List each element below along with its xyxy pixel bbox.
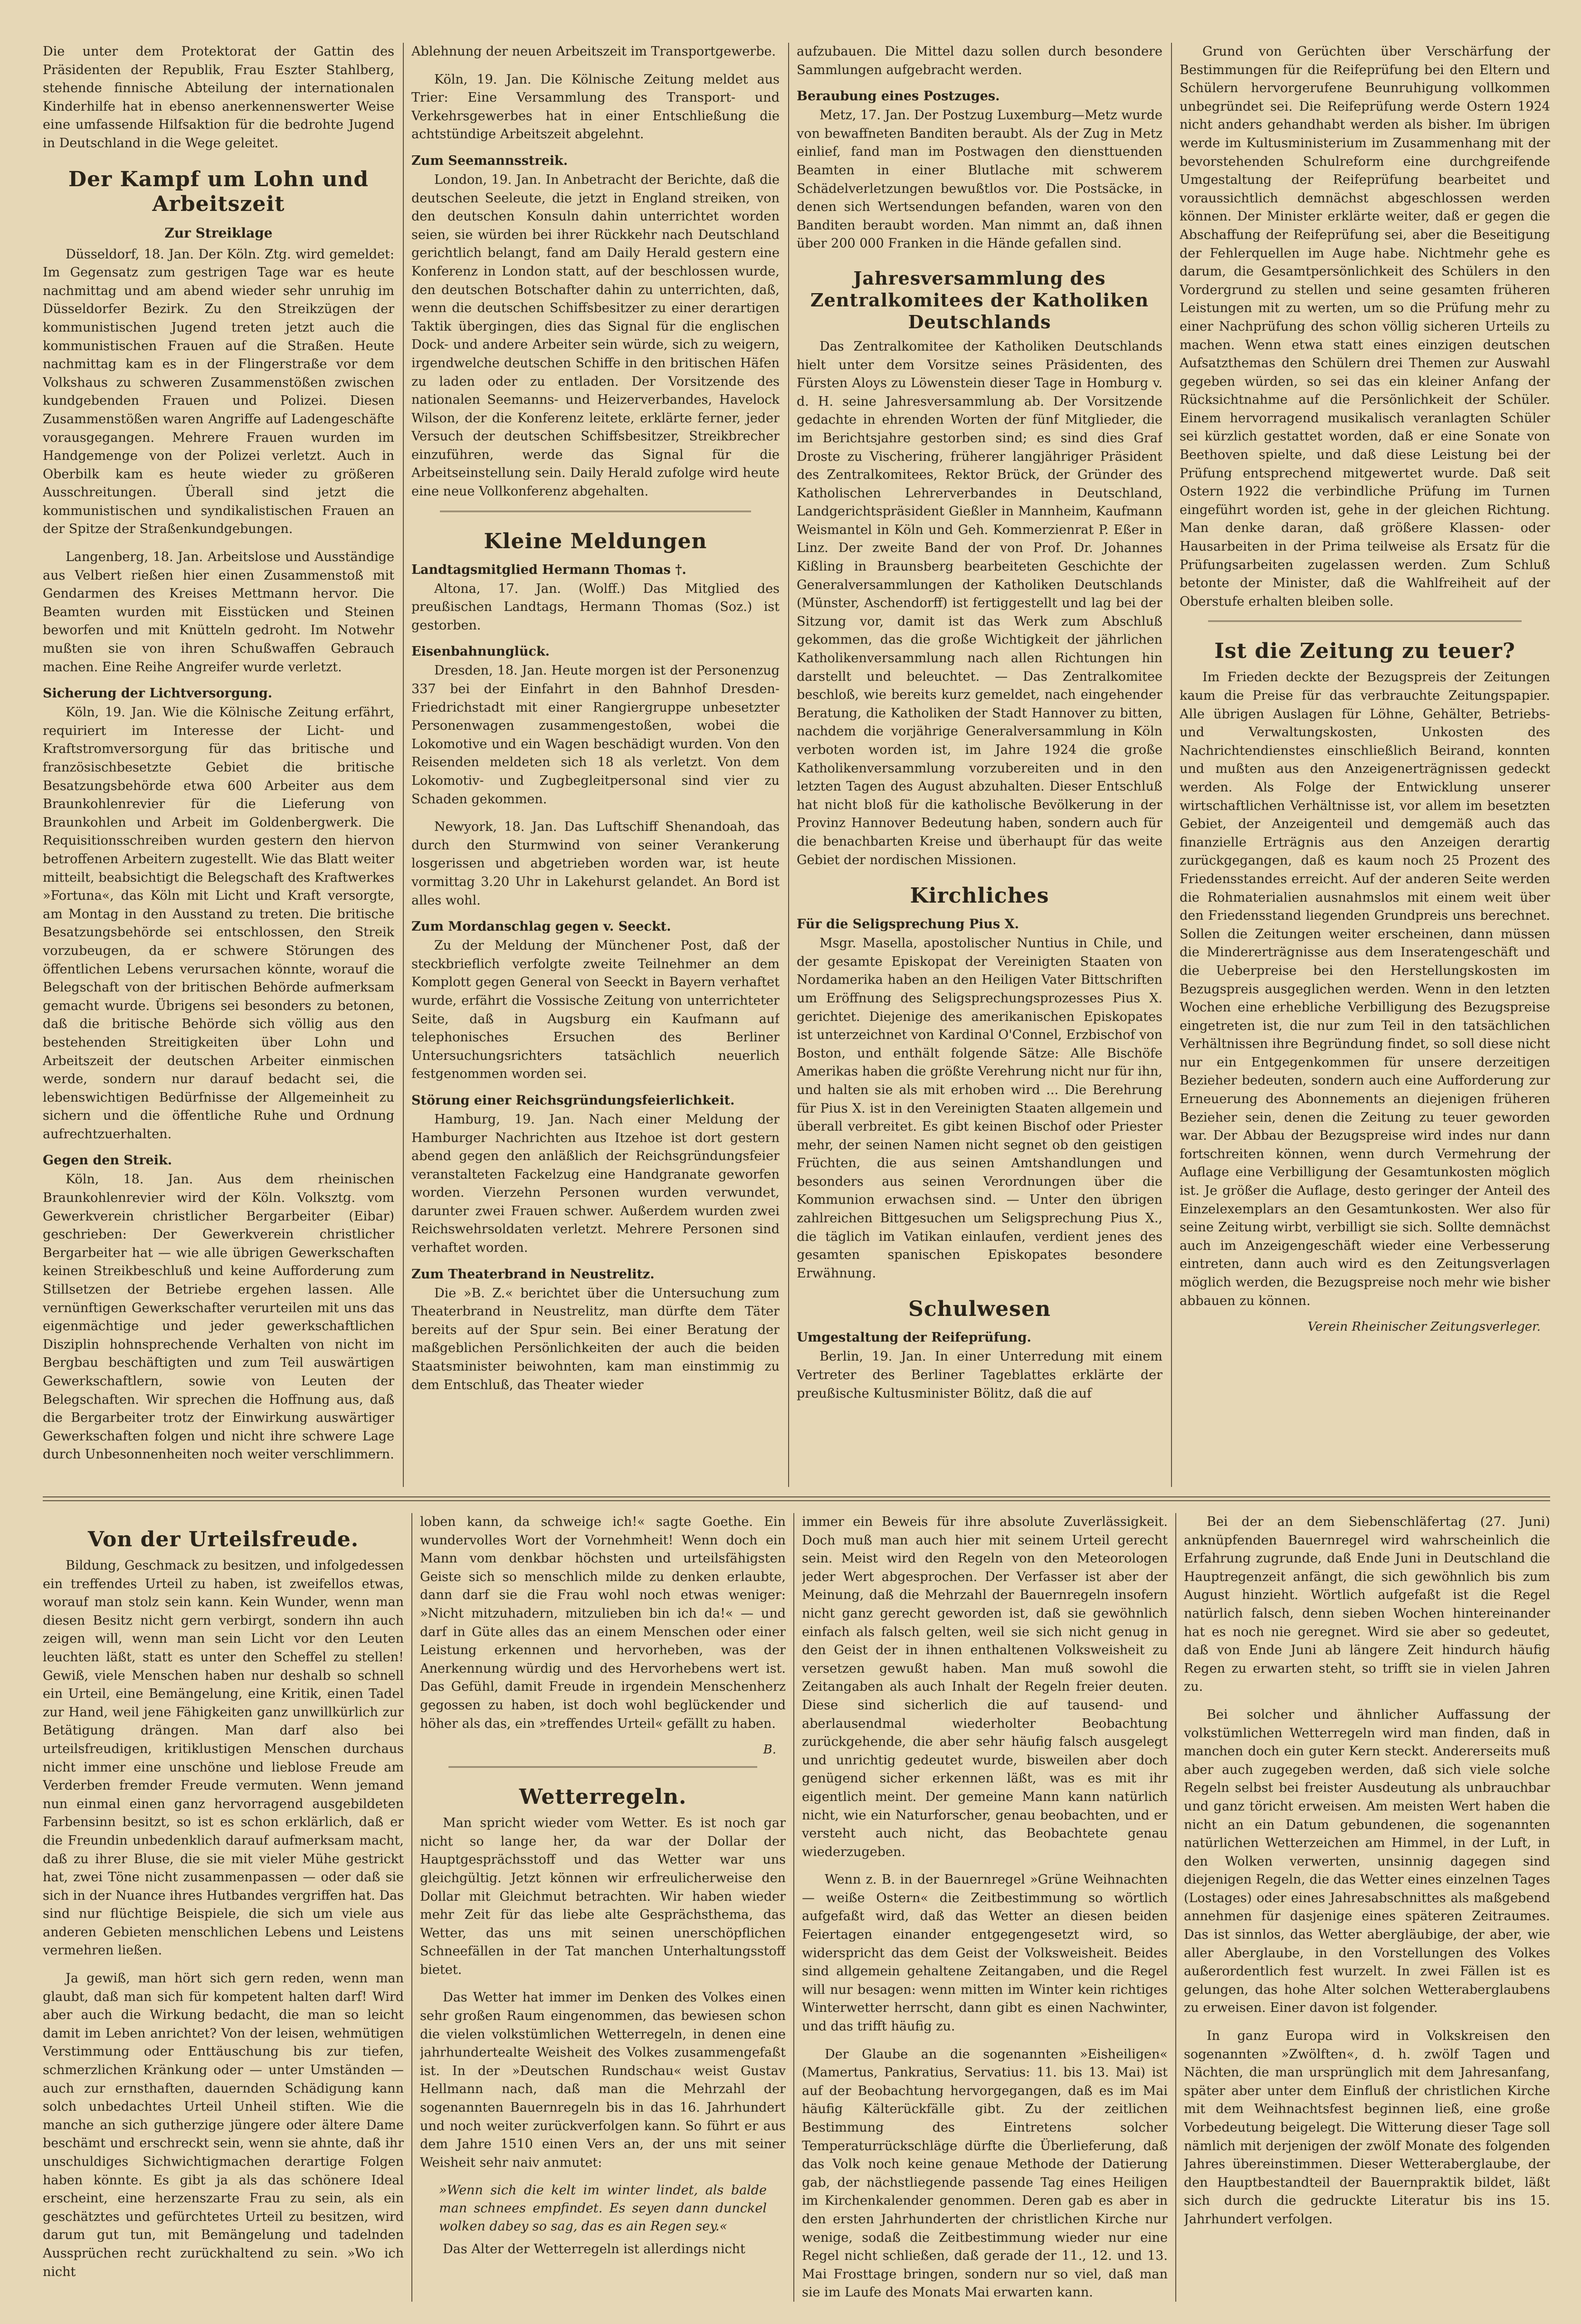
top-column-1 [43,43,394,1487]
column-rule [403,43,404,1487]
paragraph: Köln, 18. Jan. Aus dem rheinischen Braunkohlenrevier wird der Köln. Volksztg. vom Gewerkverein christlicher Bergarbeiter (Eibar) geschrieben: Der Gewerkverein christlicher Bergarbeiter hat — wie alle übrigen Gewerkschaften keinen Streikbeschluß und keine Aufforderung zum Stillsetzen der Betriebe ergehen lassen. Alle vernünftigen Gewerkschafter verurteilen mit uns das eigenmächtige und jeder gewerkschaftlichen Disziplin hohnsprechende Verhalten von nicht im Bergbau beschäftigten und zum Teil auswärtigen Gewerkschaftlern, sowie von Leuten der Belegschaften. Wir sprechen die Hoffnung aus, daß die Bergarbeiter trotz der Einwirkung auswärtiger Gewerkschaften folgen und nicht ihre schwere Lage durch Unbesonnenheiten noch weiter verschlimmern. [43,1172,394,1462]
bottom-column-1 [43,1513,404,2302]
paragraph: Das Zentralkomitee der Katholiken Deutschlands hielt unter dem Vorsitze seines Präsidenten, des Fürsten Aloys zu Löwenstein dieser Tage in Homburg v. d. H. seine Jahresversammlung ab. Der Vorsitzende gedachte in ehrenden Worten der fünf Mitglieder, die im Berichtsjahre gestorben sind; es sind dies Graf Droste zu Vischering, früherer langjähriger Präsident des Zentralkomitees, Rektor Brück, der Gründer des Katholischen Lehrerverbandes in Deutschland, Landgerichtspräsident Gießler in Mannheim, Kaufmann Weismantel in Köln und Geh. Kommerzienrat P. Eßer in Linz. Der zweite Band der von Prof. Dr. Johannes Kißling in Braunsberg bearbeiteten Geschichte der Generalversammlungen der Katholiken Deutschlands (Münster, Aschendorff) ist fertiggestellt und lag bei der Sitzung vor, damit ist das Werk zum Abschluß gekommen, das die große Wichtigkeit der jährlichen Katholikenversammlung nach allen Richtungen hin darstellt und beleuchtet. — Das Zentralkomitee beschloß, wie bereits kurz gemeldet, nach eingehender Beratung, die Katholiken der Stadt Hannover zu bitten, nachdem die vorjährige Generalversammlung in Köln verboten worden ist, im Jahre 1924 die große Katholikenversammlung vorzubereiten und in den letzten Tagen des August abzuhalten. Dieser Entschluß hat nicht bloß für die katholische Bevölkerung in der Provinz Hannover Bedeutung haben, sondern auch für die benachbarten Kreise und überhaupt für das weite Gebiet der nordischen Missionen. [797,339,1162,867]
column-rule [1175,1513,1176,2302]
top-column-2 [411,43,780,1487]
paragraph: Dresden, 18. Jan. Heute morgen ist der Personenzug 337 bei der Einfahrt in den Bahnhof Dresden-Friedrichstadt mit einer Rangiergruppe unbesetzter Personenwagen zusammengestoßen, wobei die Lokomotive und ein Wagen beschädigt wurden. Von den Reisenden meldeten sich 18 als verletzt. Von dem Lokomotiv- und Zugbegleitpersonal sind vier zu Schaden gekommen. [411,663,780,807]
section-heading: Zum Theaterbrand in Neustrelitz. [411,1267,655,1282]
section-heading: Eisenbahnunglück. [411,644,550,659]
bottom-column-3 [802,1513,1168,2302]
paragraph: Das Wetter hat immer im Denken des Volkes einen sehr großen Raum eingenommen, das bewiesen schon die vielen volkstümlichen Wetterregeln, in denen eine jahrhundertealte Weisheit des Volkes zusammengefaßt ist. In der »Deutschen Rundschau« weist Gustav Hellmann nach, daß man die Mehrzahl der sogenannten Bauernregeln bis in das 16. Jahrhundert und noch weiter zurückverfolgen kann. So führt er aus dem Jahre 1510 einen Vers an, der uns mit seiner Weisheit sehr naiv anmutet: [420,1990,786,2170]
paragraph: Ja gewiß, man hört sich gern reden, wenn man glaubt, daß man sich für kompetent halten darf! Wird aber auch die Wirkung bedacht, die man so leicht damit im Leben anrichtet? Von der leisen, wehmütigen Verstimmung oder Enttäuschung bis zur tiefen, schmerzlichen Kränkung oder — unter Umständen — auch zur ernsthaften, dauernden Schädigung kann solch unbedachtes Urteil Unheil stiften. Wie die manche an sich gutherzige jüngere oder ältere Dame beschämt und erschreckt sein, wenn sie ahnte, daß ihr unschuldiges Sichwichtigmachen derartige Folgen haben könnte. Es gibt ja als das schönere Ideal erscheint, eine herzenszarte Frau zu sein, als ein geschätztes und gefürchtetes Urteil zu besitzen, wird darum gut tun, mit Bemängelung und tadelnden Aussprüchen recht zurückhaltend zu sein. »Wo ich nicht [43,1971,404,2279]
paragraph: Langenberg, 18. Jan. Arbeitslose und Ausständige aus Velbert rießen hier einen Zusammenstoß mit Gendarmen des Kreises Mettmann hervor. Die Beamten wurden mit Eisstücken und Steinen beworfen und mit Knütteln gedroht. Im Notwehr mußten sie von ihren Schußwaffen Gebrauch machen. Eine Reihe Angreifer wurde verletzt. [43,550,394,675]
paragraph: Wenn z. B. in der Bauernregel »Grüne Weihnachten — weiße Ostern« die Zeitbestimmung so wörtlich aufgefaßt wird, daß das Wetter an diesen beiden Feiertagen einander entgegengesetzt wird, so widerspricht das dem Geist der Volksweisheit. Beides sind allgemein gehaltene Zeitangaben, und die Regel will nur besagen: wenn mitten im Winter kein richtiges Winterwetter herrscht, dann gibt es einen Nachwinter, und das trifft häufig zu. [802,1872,1168,2034]
verse: »Wenn sich die kelt im winter lindet, als balde man schnees empfindet. Es seyen dann dunckel wolken dabey so sag, das es ain Regen sey.« [439,2183,767,2234]
headline: Kirchliches [910,884,1049,908]
section-heading: Beraubung eines Postzuges. [797,89,1000,104]
paragraph: Der Glaube an die sogenannten »Eisheiligen« (Mamertus, Pankratius, Servatius: 11. bis 13. Mai) ist auf der Beobachtung hervorgegangen, daß es im Mai häufig Kälterückfälle gibt. Zu der zeitlichen Bestimmung des Eintretens solcher Temperaturrückschläge dürfte die Überlieferung, daß das Volk noch keine genaue Methode der Datierung gab, der nächstliegende passende Tag eines Heiligen im Kirchenkalender genommen. Deren gab es aber in den ersten Jahrhunderten der christlichen Kirche nur wenige, sodaß die Zeitbestimmung wieder nur eine Regel nicht schließen, daß gerade der 11., 12. und 13. Mai Frosttage bringen, sondern nur so viel, daß man sie im Laufe des Monats Mai erwarten kann. [802,2047,1168,2300]
paragraph: Bei solcher und ähnlicher Auffassung der volkstümlichen Wetterregeln wird man finden, daß in manchen doch ein guter Kern steckt. Andererseits muß aber auch zugegeben werden, daß sich viele solche Regeln selbst bei freister Ausdeutung als unbrauchbar und ganz töricht erweisen. Am meisten Wert haben die nicht an ein Datum gebundenen, die sogenannten natürlichen Wetterzeichen am Himmel, in der Luft, in den Wolken verwerten, unsinnig dagegen sind diejenigen Regeln, die das Wetter eines einzelnen Tages (Lostages) oder eines Jahresabschnittes als maßgebend annehmen für dasjenige eines späteren Zeitraumes. Das ist sinnlos, das Wetter abergläubige, der aber, wie aller Aberglaube, in den Vorstellungen des Volkes außerordentlich fest wurzelt. In zwei Fällen ist es gelungen, das hohe Alter solchen Wetteraberglaubens zu erweisen. Einer davon ist folgender. [1184,1707,1550,2016]
paragraph: Düsseldorf, 18. Jan. Der Köln. Ztg. wird gemeldet: Im Gegensatz zum gestrigen Tage war es heute nachmittag und am abend wieder sehr unruhig im Düsseldorfer Bezirk. Zu den Streikzügen der kommunistischen Jugend treten jetzt auch die kommunistischen Frauen auf die Straßen. Heute nachmittag kam es in der Flingerstraße vor dem Volkshaus zu schweren Zusammenstößen zwischen kundgebenden Frauen und Polizei. Diesen Zusammenstößen waren Angriffe auf Ladengeschäfte vorausgegangen. Mehrere Frauen wurden im Handgemenge von der Polizei verletzt. Auch in Oberbilk kam es heute wieder zu größeren Ausschreitungen. Überall sind jetzt die kommunistischen und syndikalistischen Frauen an der Spitze der Straßenkundgebungen. [43,247,394,537]
section-heading: Umgestaltung der Reifeprüfung. [797,1330,1031,1345]
column-rule [411,1513,412,2302]
paragraph: Bildung, Geschmack zu besitzen, und infolgedessen ein treffendes Urteil zu haben, ist zweifellos etwas, worauf man stolz sein kann. Kein Wunder, wenn man diesen Besitz nicht gern verbirgt, sondern ihn auch zeigen will, wenn man sein Licht vor den Leuten leuchten läßt, statt es unter den Scheffel zu stellen! Gewiß, viele Menschen haben nur deshalb so schnell ein Urteil, eine Bemängelung, eine Kritik, einen Tadel zur Hand, weil jene Fähigkeiten ganz unwillkürlich zur Betätigung drängen. Man darf also bei urteilsfreudigen, kritiklustigen Menschen durchaus nicht immer eine unschöne und lieblose Freude am Verderben fremder Freude vermuten. Wenn jemand nun einmal einen ganz hervorragend ausgebildeten Farbensinn besitzt, so ist es schon erklärlich, daß er die Freundin unbedenklich darauf aufmerksam macht, daß zu ihrer Bluse, die sie mit vieler Mühe gestrickt hat, zwei Töne nicht zusammenpassen — oder daß sie sich in der Nuance ihres Hutbandes vergriffen hat. Das sind nur flüchtige Beispiele, die sich um viele aus anderen Gebieten menschlichen Lebens und Leistens vermehren ließen. [43,1558,404,1958]
section-rule [43,1500,1550,1501]
divider [1208,620,1522,625]
paragraph: In ganz Europa wird in Volkskreisen den sogenannten »Zwölften«, d. h. zwölf Tagen und Nächten, die man ursprünglich mit dem Jahresanfang, später aber unter dem Einfluß der christlichen Kirche mit dem Weihnachtsfest beginnen ließ, eine große Vorbedeutung beigelegt. Die Witterung dieser Tage soll nämlich mit derjenigen der zwölf Monate des folgenden Jahres übereinstimmen. Dieser Wetteraberglaube, der den Hauptbestandteil der Bauernpraktik bildet, läßt sich durch die gedruckte Literatur bis ins 15. Jahrhundert verfolgen. [1184,2029,1550,2227]
headline: Von der Urteilsfreude. [87,1527,359,1552]
paragraph: Newyork, 18. Jan. Das Luftschiff Shenandoah, das durch den Sturmwind von seiner Verankerung losgerissen und abgetrieben worden war, ist heute vormittag 3.20 Uhr in Lakehurst gelandet. An Bord ist alles wohl. [411,819,780,908]
section-heading: Landtagsmitglied Hermann Thomas †. [411,562,686,577]
paragraph: Metz, 17. Jan. Der Postzug Luxemburg—Metz wurde von bewaffneten Banditen beraubt. Als der Zug in Metz einlief, fand man im Postwagen den diensttuenden Beamten in einer Blutlache mit schwerem Schädelverletzungen bewußtlos vor. Die Postsäcke, in denen sich Wertsendungen befanden, waren von den Banditen beraubt worden. Man nimmt an, daß ihnen über 200 000 Franken in die Hände gefallen sind. [797,108,1162,251]
section-heading: Sicherung der Lichtversorgung. [43,686,273,701]
top-column-4 [1180,43,1550,1487]
section-heading: Zum Mordanschlag gegen v. Seeckt. [411,919,671,934]
column-rule [1171,43,1172,1487]
divider [440,511,751,515]
section-heading: Gegen den Streik. [43,1153,172,1168]
section-heading: Zum Seemannsstreik. [411,153,568,168]
author-initial: B. [763,1743,776,1757]
top-column-3 [797,43,1162,1487]
headline: Ist die Zeitung zu teuer? [1214,639,1515,664]
paragraph: aufzubauen. Die Mittel dazu sollen durch besondere Sammlungen aufgebracht werden. [797,44,1162,77]
subheadline: Zur Streiklage [164,225,273,241]
paragraph: Altona, 17. Jan. (Wolff.) Das Mitglied des preußischen Landtags, Hermann Thomas (Soz.) ist gestorben. [411,581,780,633]
paragraph: Msgr. Masella, apostolischer Nuntius in Chile, und der gesamte Episkopat der Vereinigten Staaten von Nordamerika haben an den Heiligen Vater Bittschriften um Eröffnung des Seligsprechungsprozesses Pius X. gerichtet. Diejenige des amerikanischen Episkopates ist unterzeichnet von Kardinal O'Connel, Erzbischof von Boston, und enthält folgende Sätze: Alle Bischöfe Amerikas haben die größte Verehrung nicht nur für ihn, und halten sie als mit erhoben wird ... Die Berehrung für Pius X. ist in den Vereinigten Staaten allgemein und überall verbreitet. Es gibt keinen Bischof oder Priester mehr, der seinen Namen nicht segnet ob den geistigen Früchten, die aus seinen Amtshandlungen und besonders aus seinen Verordnungen über die Kommunion erwachsen sind. — Unter den übrigen zahlreichen Bittgesuchen um Seligsprechung Pius X., die täglich im Vatikan einlaufen, verdient jenes des gesamten spanischen Episkopates besondere Erwähnung. [797,936,1162,1281]
paragraph: Die »B. Z.« berichtet über die Untersuchung zum Theaterbrand in Neustrelitz, man dürfte dem Täter bereits auf der Spur sein. Bei einer Beratung der maßgeblichen Persönlichkeiten der auch die beiden Staatsminister beiwohnten, kam man einstimmig zu dem Entschluß, das Theater wieder [411,1286,780,1392]
section-heading: Für die Seligsprechung Pius X. [797,917,1019,932]
section-rule [43,1496,1550,1497]
paragraph: Grund von Gerüchten über Verschärfung der Bestimmungen für die Reifeprüfung bei den Eltern und Schülern hervorgerufene Beunruhigung vollkommen unbegründet sei. Die Reifeprüfung werde Ostern 1924 nicht anders gehandhabt werden als bisher. Im übrigen werde im Kultusministerium im Zusammenhang mit der bevorstehenden Schulreform eine durchgreifende Umgestaltung der Reifeprüfung bearbeitet und voraussichtlich demnächst abgeschlossen werden können. Der Minister erklärte weiter, daß er gegen die Abschaffung der Reifeprüfung sei, aber die Beseitigung der Fehlerquellen im Auge habe. Nichtmehr gehe es darum, die Gesamtpersönlichkeit des Schülers in den Vordergrund zu stellen und seine gesamten früheren Leistungen mit zu werten, um so die Prüfung mehr zu einer Nachprüfung des schon völlig sicheren Urteils zu machen. Wenn etwa statt eines einzigen deutschen Aufsatzthemas den Schülern drei Themen zur Auswahl gegeben würden, so sei das ein kleiner Anfang der Rücksichtnahme auf die Persönlichkeit der Schüler. Einem hervorragend musikalisch veranlagten Schüler sei kürzlich gestattet worden, daß er eine Sonate von Beethoven spielte, und daß diese Leistung bei der Prüfung entsprechend mitgewertet wurde. Daß seit Ostern 1922 die verbindliche Prüfung im Turnen eingeführt worden ist, gehe in der gleichen Richtung. Man denke daran, daß größere Klassen- oder Hausarbeiten in der Prima teilweise als Ersatz für die Prüfungsarbeiten zugelassen werden. Zum Schluß betonte der Minister, daß die Wahlfreiheit auf der Oberstufe erhalten bleiben solle. [1180,44,1550,609]
paragraph: Im Frieden deckte der Bezugspreis der Zeitungen kaum die Preise für das verbrauchte Zeitungspapier. Alle übrigen Auslagen für Löhne, Gehälter, Betriebs- und Verwaltungskosten, Unkosten des Nachrichtendienstes einschließlich Beirand, konnten und mußten aus den Anzeigenerträgnissen gedeckt werden. Als Folge der Entwicklung unserer wirtschaftlichen Verhältnisse ist, vor allem im besetzten Gebiet, der Anzeigenteil und demgemäß auch das finanzielle Erträgnis aus den Anzeigen derartig zurückgegangen, daß es kaum noch 25 Prozent des Friedensstandes erreicht. Auf der anderen Seite werden die Rohmaterialien ausnahmslos mit einem weit über den Friedensstand liegenden Grundpreis uns berechnet. Sollen die Zeitungen weiter erscheinen, dann müssen die Mindererträgnisse aus dem Inseratengeschäft und die Ueberpreise bei den Herstellungskosten im Bezugspreis ausgeglichen werden. Wenn in den letzten Wochen eine erhebliche Verbilligung des Bezugspreise eingetreten ist, die nur zum Teil in den tatsächlichen Verhältnissen ihre Begründung findet, so soll diese nicht nur ein Entgegenkommen für unsere derzeitigen Bezieher bedeuten, sondern auch eine Aufforderung zur Erneuerung des Abonnements an diejenigen früheren Bezieher sein, denen die Zeitung zu teuer geworden war. Der Abbau der Bezugspreise wird indes nur dann fortschreiten können, wenn durch Vermehrung der Auflage eine Verbilligung der Gesamtunkosten möglich ist. Je größer die Auflage, desto geringer der Anteil des Einzelexemplars an den Gesamtunkosten. Wer also für seine Zeitung wirbt, verbilligt sie sich. Sollte demnächst auch im Anzeigengeschäft wieder eine Verbesserung eintreten, dann auch wird es den Zeitungsverlagen möglich werden, die Bezugspreise noch mehr wie bisher abbauen zu können. [1180,670,1550,1308]
headline: Der Kampf um Lohn und Arbeitszeit [68,167,369,216]
headline: Kleine Meldungen [484,529,707,553]
paragraph: Das Alter der Wetterregeln ist allerdings nicht [443,2242,745,2257]
paragraph: Hamburg, 19. Jan. Nach einer Meldung der Hamburger Nachrichten aus Itzehoe ist dort gestern abend gegen den anläßlich der Reichsgründungsfeier veranstalteten Fackelzug eine Handgranate geworfen worden. Vierzehn Personen wurden verwundet, darunter zwei Frauen schwer. Außerdem wurden zwei Reichswehrsoldaten verletzt. Mehrere Personen sind verhaftet worden. [411,1112,780,1256]
paragraph: Die unter dem Protektorat der Gattin des Präsidenten der Republik, Frau Eszter Stahlberg, stehende finnische Abteilung der internationalen Kinderhilfe hat in ebenso anerkennenswerter Weise eine umfassende Hilfsaktion für die bedrohte Jugend in Deutschland in die Wege geleitet. [43,44,394,151]
paragraph: loben kann, da schweige ich!« sagte Goethe. Ein wundervolles Wort der Vornehmheit! Wenn doch ein Mann vom denkbar höchsten und urteilsfähigsten Geiste sich so menschlich milde zu denken erlaubte, dann darf sie die Frau wohl noch etwas weniger: »Nicht mitzuhadern, mitzulieben bin ich da!« — und darf in Güte alles das an einem Menschen oder einer Leistung erkennen und hervorheben, was der Anerkennung würdig und des Hervorhebens wert ist. Das Gefühl, damit Freude in irgendein Menschenherz gegossen zu haben, ist doch wohl beglückender und höher als das, ein »treffendes Urteil« gefällt zu haben. [420,1514,786,1731]
section-heading: Störung einer Reichsgründungsfeierlichkeit. [411,1093,735,1108]
paragraph: Man spricht wieder vom Wetter. Es ist noch gar nicht so lange her, da war der Dollar der Hauptgesprächsstoff und das Wetter war uns gleichgültig. Jetzt können wir erfreulicherweise den Dollar mit Gleichmut betrachten. Wir haben wieder mehr Zeit für das liebe alte Gesprächsthema, das Wetter, das uns mit seinen unerschöpflichen Schneefällen in der Tat manchen Unterhaltungsstoff bietet. [420,1816,786,1977]
paragraph: Berlin, 19. Jan. In einer Unterredung mit einem Vertreter des Berliner Tageblattes erklärte der preußische Kultusminister Bölitz, daß die auf [797,1349,1162,1401]
paragraph: Köln, 19. Jan. Die Kölnische Zeitung meldet aus Trier: Eine Versammlung des Transport- und Verkehrsgewerbes hat in einer Entschließung die achtstündige Arbeitszeit abgelehnt. [411,72,780,142]
paragraph: Ablehnung der neuen Arbeitszeit im Transportgewerbe. [411,44,776,59]
paragraph: Bei der an dem Siebenschläfertag (27. Juni) anknüpfenden Bauernregel wird wahrscheinlich die Erfahrung zugrunde, daß Ende Juni in Deutschland die Hauptregenzeit anfängt, die sich gewöhnlich bis zum August hinzieht. Wörtlich aufgefaßt ist die Regel natürlich falsch, denn sieben Wochen hintereinander hat es noch nie geregnet. Wird sie aber so gedeutet, daß von Ende Juni ab längere Zeit hindurch häufig Regen zu erwarten steht, so trifft sie in vielen Jahren zu. [1184,1514,1550,1695]
paragraph: Zu der Meldung der Münchener Post, daß der steckbrieflich verfolgte zweite Teilnehmer an dem Komplott gegen General von Seeckt in Bayern verhaftet wurde, erfährt die Vossische Zeitung von unterrichteter Seite, daß in Augsburg ein Kaufmann auf telephonisches Ersuchen des Berliner Untersuchungsrichters tatsächlich neuerlich festgenommen worden sei. [411,938,780,1082]
headline: Schulwesen [908,1297,1051,1322]
column-rule [793,1513,794,2302]
headline: Jahresversammlung des Zentralkomitees der Katholiken Deutschlands [810,267,1149,333]
column-rule [788,43,789,1487]
paragraph: Köln, 19. Jan. Wie die Kölnische Zeitung erfährt, requiriert im Interesse der Licht- und Kraftstromversorgung für das britische und französischbesetzte Gebiet die britische Besatzungsbehörde etwa 600 Arbeiter aus dem Braunkohlenrevier für die Lieferung von Braunkohlen und Arbeit im Goldenbergwerk. Die Requisitionsschreiben wurden gestern den hiervon betroffenen Arbeitern zugestellt. Wie das Blatt weiter mitteilt, beabsichtigt die Belegschaft des Kraftwerkes »Fortuna«, das Köln mit Licht und Kraft versorgte, am Montag in den Ausstand zu treten. Die britische Besatzungsbehörde sei entschlossen, den Streik vorzubeugen, da er schwere Störungen des öffentlichen Lebens verursachen könnte, worauf die Belegschaft von der britischen Behörde aufmerksam gemacht wurde. Übrigens sei besonders zu betonen, daß die britische Behörde sich völlig aus den bestehenden Streitigkeiten über Lohn und Arbeitszeit der deutschen Arbeiter einmischen werde, sondern nur darauf bedacht sei, die lebenswichtigen Bedürfnisse der Allgemeinheit zu sichern und die öffentliche Ruhe und Ordnung aufrechtzuerhalten. [43,705,394,1142]
bottom-column-2 [420,1513,786,2302]
bottom-column-4 [1184,1513,1550,2302]
paragraph: London, 19. Jan. In Anbetracht der Berichte, daß die deutschen Seeleute, die jetzt in England streiken, von den deutschen Konsuln dahin unterrichtet worden seien, sie würden bei ihrer Rückkehr nach Deutschland gerichtlich belangt, fand am Daily Herald gestern eine Konferenz in London statt, auf der beschlossen wurde, den deutschen Botschafter dahin zu unterrichten, daß, wenn die deutschen Schiffsbesitzer zu einer derartigen Taktik übergingen, dies das Signal für die englischen Dock- und andere Arbeiter sein würde, sich zu weigern, irgendwelche deutschen Schiffe in den britischen Häfen zu laden oder zu entladen. Der Vorsitzende des nationalen Seemanns- und Heizerverbandes, Havelock Wilson, der die Konferenz leitete, erklärte ferner, jeder Versuch der deutschen Schiffsbesitzer, Streikbrecher einzuführen, werde das Signal für die Arbeitseinstellung sein. Daily Herald zufolge wird heute eine neue Vollkonferenz abgehalten. [411,172,780,499]
divider [448,1766,757,1771]
headline: Wetterregeln. [519,1785,687,1810]
signature: Verein Rheinischer Zeitungsverleger. [1307,1320,1541,1334]
paragraph: immer ein Beweis für ihre absolute Zuverlässigkeit. Doch muß man auch hier mit seinem Urteil gerecht sein. Meist wird den Regeln von den Meteorologen jeder Wert abgesprochen. Der Verfasser ist aber der Meinung, daß die Mehrzahl der Bauernregeln insofern nicht ganz gerecht geworden ist, daß sie gewöhnlich einfach als falsch gelten, weil sie sich nicht genug in den Geist der in ihnen enthaltenen Volksweisheit zu versetzen gewußt haben. Man muß sowohl die Zeitangaben als auch Inhalt der Regeln freier deuten. Diese sind sicherlich die auf tausend- und aberlausendmal wiederholter Beobachtung zurückgehende, die aber sehr häufig falsch ausgelegt und unrichtig gedeutet wurde, bisweilen aber doch genügend sicher erkennen läßt, was es mit ihr eigentlich meint. Der gemeine Mann kann natürlich nicht, wie ein Naturforscher, genau beobachten, und er versteht auch nicht, das Beobachtete genau wiederzugeben. [802,1514,1168,1859]
